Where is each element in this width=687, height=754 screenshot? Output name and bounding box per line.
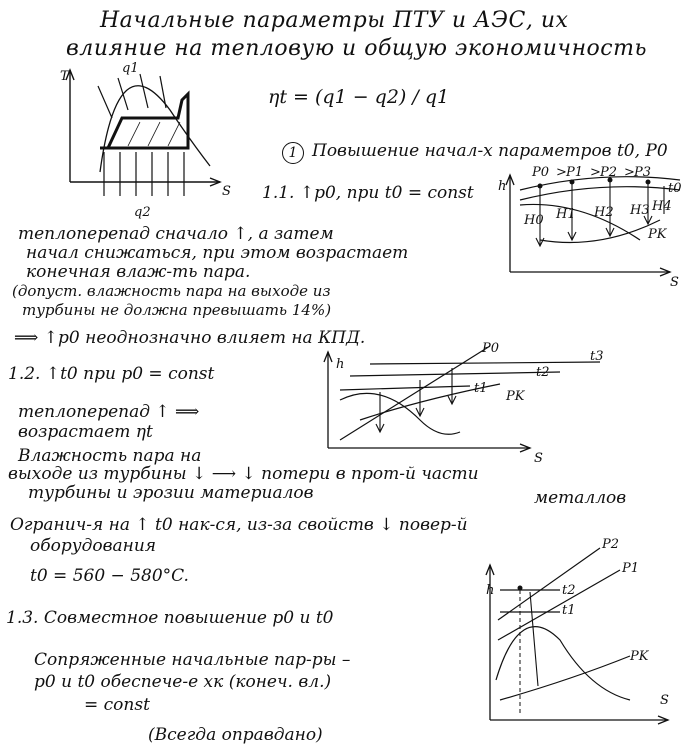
fig2-axis-s: S: [670, 275, 679, 290]
fig3-t3: t3: [590, 349, 604, 364]
fig2-p0: P0: [532, 165, 550, 180]
fig2-h3: H3: [630, 203, 650, 218]
item-1-2-line-6: металлов: [534, 488, 627, 508]
fig2-p3: P3: [634, 165, 652, 180]
fig2-t0: t0: [668, 181, 682, 196]
title-line-1: Начальные параметры ПТУ и АЭС, их: [100, 8, 569, 33]
item-1-2-line-1: теплоперепад ↑ ⟹: [18, 402, 200, 422]
fig3-axis-s: S: [534, 451, 543, 466]
fig2-axis-h: h: [498, 179, 507, 194]
fig2-gt-1: >: [556, 165, 567, 180]
fig2-gt-2: >: [590, 165, 601, 180]
item-1-1-line-2: начал снижаться, при этом возрастает: [26, 243, 409, 263]
fig2-h2: H2: [594, 205, 614, 220]
fig3-axis-h: h: [336, 357, 345, 372]
item-1-3-heading: 1.3. Совместное повышение p0 и t0: [6, 608, 334, 628]
item-1-3-line-2: p0 и t0 обеспече-е xк (конеч. вл.): [34, 672, 332, 692]
fig4-t1: t1: [562, 603, 576, 618]
fig2-p1: P1: [566, 165, 584, 180]
item-1-2-line-5: турбины и эрозии материалов: [28, 483, 314, 503]
item-1-3-line-3: = const: [84, 695, 150, 715]
fig1-axis-s: S: [222, 184, 231, 199]
section-1-heading: Повышение начал-х параметров t0, P0: [312, 141, 668, 161]
item-1-2-line-8: оборудования: [30, 536, 157, 556]
fig4-axis-h: h: [486, 583, 495, 598]
fig4-p1: P1: [622, 561, 640, 576]
fig4-pk: PK: [630, 649, 649, 664]
fig1-q1-label: q1: [122, 61, 139, 76]
title-line-2: влияние на тепловую и общую экономичность: [66, 36, 647, 61]
item-1-3-line-4: (Всегда оправдано): [148, 725, 323, 745]
item-1-1-line-5: турбины не должна превышать 14%): [22, 301, 332, 319]
fig2-h4: H4: [652, 199, 672, 214]
item-1-2-line-9: t0 = 560 − 580°C.: [30, 566, 189, 586]
item-1-1-line-1: теплоперепад сначало ↑, а затем: [18, 224, 334, 244]
item-1-1-line-3: конечная влаж-ть пара.: [26, 262, 251, 282]
fig3-p0: P0: [482, 341, 500, 356]
fig2-p2: P2: [600, 165, 618, 180]
item-1-1-line-4: (допуст. влажность пара на выходе из: [12, 282, 331, 300]
fig3-t2: t2: [536, 365, 550, 380]
fig1-axis-t: T: [60, 69, 69, 84]
fig3-t1: t1: [474, 381, 488, 396]
fig2-h1: H1: [556, 207, 576, 222]
fig4-axis-s: S: [660, 693, 669, 708]
item-1-1-conclusion: ⟹ ↑p0 неоднозначно влияет на КПД.: [14, 328, 366, 348]
item-1-2-line-7: Огранич-я на ↑ t0 нак-ся, из-за свойств ↓ повер-й: [10, 515, 468, 535]
efficiency-formula: ηt = (q1 − q2) / q1: [268, 86, 450, 108]
item-1-3-line-1: Сопряженные начальные пар-ры –: [34, 650, 351, 670]
fig2-h0: H0: [524, 213, 544, 228]
fig4-t2: t2: [562, 583, 576, 598]
item-1-1-heading: 1.1. ↑p0, при t0 = const: [262, 183, 474, 203]
item-1-2-heading: 1.2. ↑t0 при p0 = const: [8, 364, 215, 384]
fig2-pk: PK: [648, 227, 667, 242]
item-1-2-line-2: возрастает ηt: [18, 422, 153, 442]
fig2-gt-3: >: [624, 165, 635, 180]
section-1-marker: 1: [282, 142, 304, 164]
fig3-pk: PK: [506, 389, 525, 404]
fig1-q2-label: q2: [134, 205, 151, 220]
item-1-2-line-3: Влажность пара на: [18, 446, 202, 466]
item-1-2-line-4: выходе из турбины ↓ ⟶ ↓ потери в прот-й части: [8, 464, 479, 484]
fig4-p2: P2: [602, 537, 620, 552]
